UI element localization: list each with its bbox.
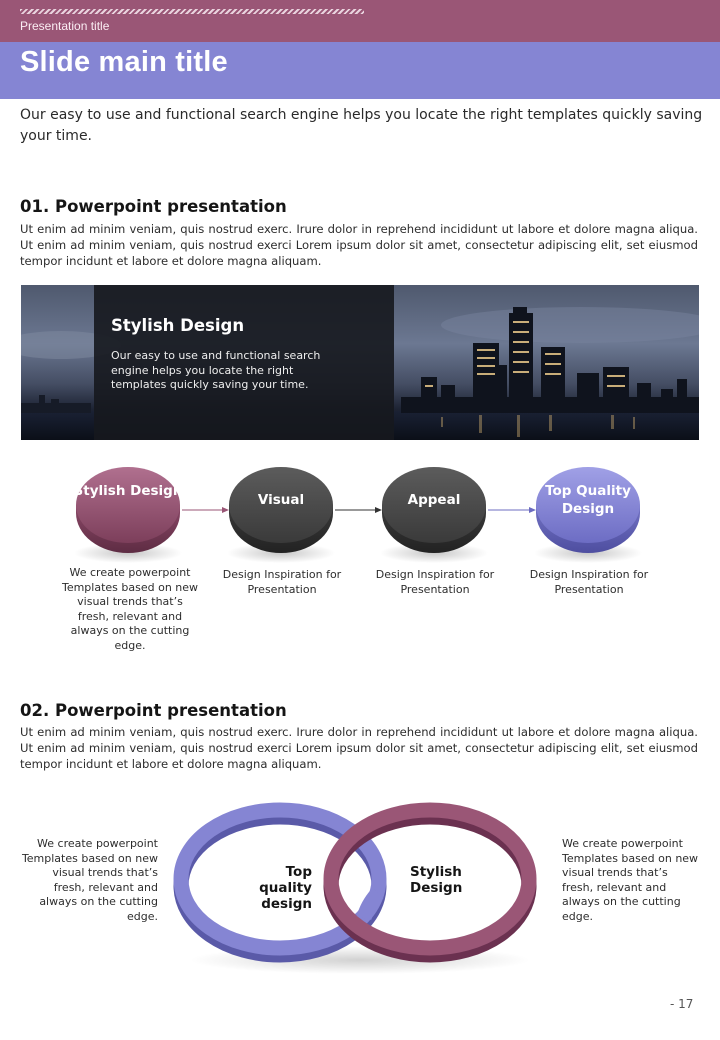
ring-right-label: Stylish Design (410, 864, 463, 896)
interlocking-rings-diagram (150, 795, 570, 985)
step-caption-3: Design Inspiration for Presentation (375, 568, 495, 596)
rings-right-text: We create powerpoint Templates based on new visual trends that’s fresh, relevant and always on the cutting edge. (562, 837, 699, 923)
section2-body: Ut enim ad minim veniam, quis nostrud exerc. Irure dolor in reprehend incididunt ut labore et dolore magna aliqua. Ut enim ad minim veniam, quis nostrud exerci Lorem ipsum dolor sit amet, consectetur adipiscing elit, set eiusmod tempor incidunt et labore et dolore magna aliquam. (20, 725, 698, 771)
step-caption-1: We create powerpoint Templates based on new visual trends that’s fresh, relevant and always on the cutting edge. (61, 566, 199, 652)
intro-text: Our easy to use and functional search engine helps you locate the right templates quickly saving your time. (20, 107, 703, 144)
section1-heading: 01. Powerpoint presentation (20, 197, 287, 216)
step-caption-4: Design Inspiration for Presentation (529, 568, 649, 596)
step-label-4: Top Quality Design (545, 483, 631, 517)
header-hatch-decoration (20, 9, 364, 14)
section2-heading: 02. Powerpoint presentation (20, 701, 287, 720)
ring-left-label: Top quality design (259, 864, 312, 912)
step-disc-3 (380, 467, 488, 563)
step-label-3: Appeal (407, 492, 461, 508)
slide-title: Slide main title (20, 46, 228, 78)
step-caption-2: Design Inspiration for Presentation (222, 568, 342, 596)
page-number: - 17 (670, 997, 694, 1011)
banner-text: Our easy to use and functional search engine helps you locate the right templates quickly saving your time. (111, 349, 321, 391)
step-label-2: Visual (257, 492, 305, 508)
step-label-1: Stylish Design (73, 483, 183, 499)
section1-body: Ut enim ad minim veniam, quis nostrud exerc. Irure dolor in reprehend incididunt ut labore et dolore magna aliqua. Ut enim ad minim veniam, quis nostrud exerci Lorem ipsum dolor sit amet, consectetur adipiscing elit, set eiusmod tempor incidunt et labore et dolore magna aliquam. (20, 222, 698, 268)
banner-title: Stylish Design (111, 316, 245, 335)
presentation-title: Presentation title (20, 19, 110, 33)
city-banner (21, 285, 699, 440)
step-disc-2 (227, 467, 335, 563)
rings-left-text: We create powerpoint Templates based on new visual trends that’s fresh, relevant and always on the cutting edge. (21, 837, 158, 923)
